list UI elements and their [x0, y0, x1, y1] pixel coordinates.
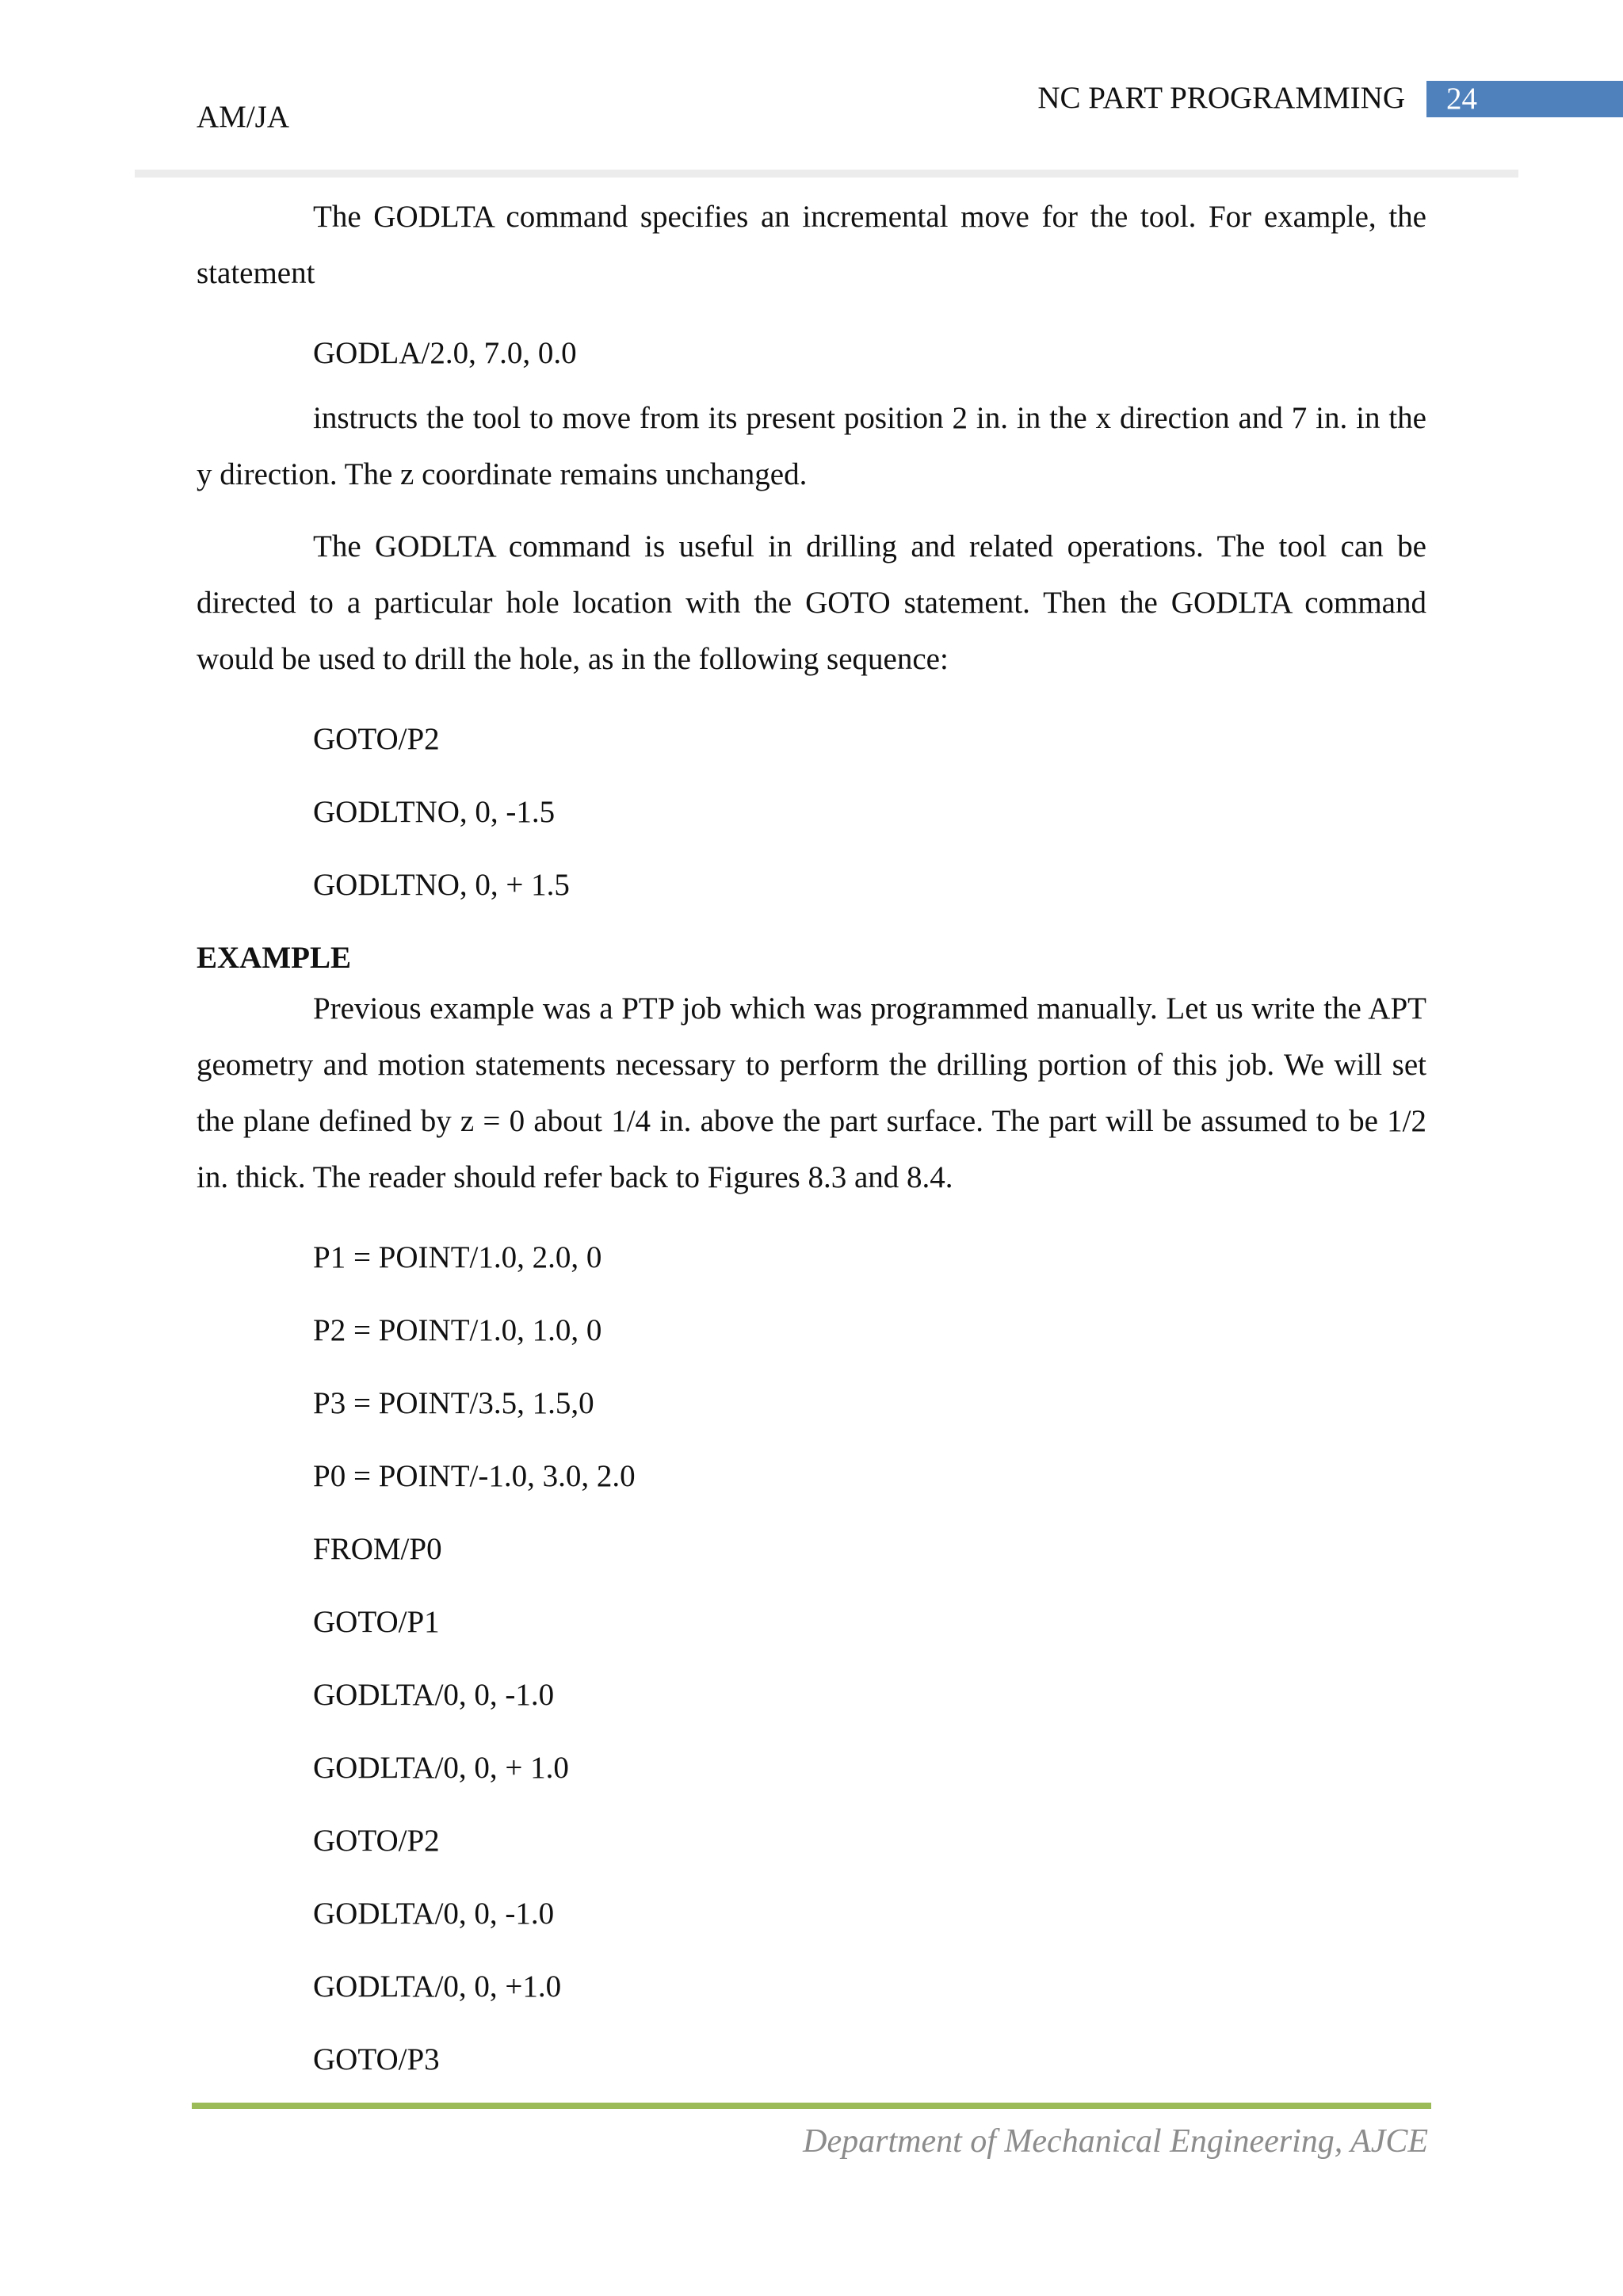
code-line-godla-example: GODLA/2.0, 7.0, 0.0: [313, 336, 577, 370]
footer-department: Department of Mechanical Engineering, AJCE: [803, 2123, 1428, 2160]
code-line: GOTO/P3: [313, 2042, 440, 2076]
code-line: P0 = POINT/-1.0, 3.0, 2.0: [313, 1459, 636, 1493]
code-line: GODLTA/0, 0, -1.0: [313, 1897, 555, 1931]
code-line: GOTO/P2: [313, 722, 440, 756]
paragraph-godlta-drilling: The GODLTA command is useful in drilling and related operations. The tool can be directed to a particular hole location with the GOTO statement. Then the GODLTA command would be used to drill the hole, as in the following sequence:: [197, 529, 1426, 676]
paragraph-godlta-explanation: instructs the tool to move from its present position 2 in. in the x direction and 7 in. in the y direction. The z coordinate remains unchanged.: [197, 401, 1426, 491]
header-divider: [135, 170, 1518, 178]
section-heading-example: EXAMPLE: [197, 941, 351, 975]
code-line: P2 = POINT/1.0, 1.0, 0: [313, 1313, 602, 1347]
running-header-left: AM/JA: [197, 100, 290, 134]
page-content: [197, 189, 1426, 2096]
code-line: FROM/P0: [313, 1532, 442, 1566]
paragraph-godlta-intro: The GODLTA command specifies an incremental move for the tool. For example, the statement: [197, 200, 1426, 290]
code-line: GOTO/P1: [313, 1605, 440, 1639]
footer-divider: [192, 2103, 1431, 2109]
running-header-title: NC PART PROGRAMMING: [1037, 81, 1405, 115]
paragraph-example: Previous example was a PTP job which was programmed manually. Let us write the APT geometry and motion statements necessary to perform the drilling portion of this job. We will set the plane defined by z = 0 about 1/4 in. above the part surface. The part will be assumed to be 1/2 in. thick. The reader should refer back to Figures 8.3 and 8.4.: [197, 991, 1426, 1194]
code-line: GODLTA/0, 0, -1.0: [313, 1678, 555, 1712]
code-line: GODLTA/0, 0, +1.0: [313, 1969, 562, 2004]
code-line: GODLTA/0, 0, + 1.0: [313, 1751, 569, 1785]
page-number-badge: 24: [1426, 81, 1623, 117]
code-line: P1 = POINT/1.0, 2.0, 0: [313, 1240, 602, 1274]
code-line: GODLTNO, 0, -1.5: [313, 795, 556, 829]
code-line: P3 = POINT/3.5, 1.5,0: [313, 1386, 594, 1420]
code-line: GODLTNO, 0, + 1.5: [313, 868, 570, 902]
code-line: GOTO/P2: [313, 1824, 440, 1858]
